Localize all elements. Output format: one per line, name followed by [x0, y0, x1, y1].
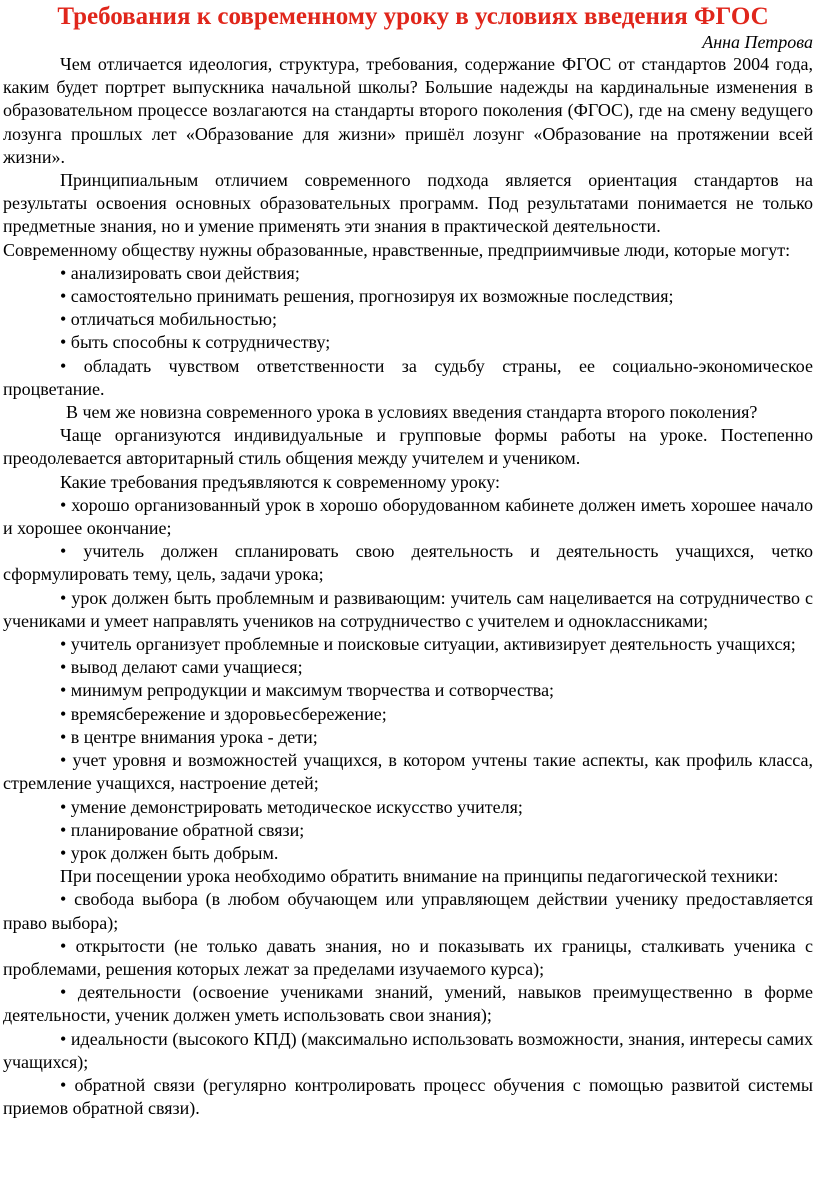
list-item: • урок должен быть проблемным и развивающим: учитель сам нацеливается на сотрудничество с учениками и умеет направлять учеников на сотрудничество с учителем и одноклассниками; [3, 587, 813, 631]
list-item: • планирование обратной связи; [60, 819, 305, 840]
list-item: • открытости (не только давать знания, но и показывать их границы, сталкивать ученика с проблемами, решения которых лежат за пределами изучаемого курса); [3, 935, 813, 979]
list-item: • свобода выбора (в любом обучающем или управляющем действии ученику предоставляется право выбора); [3, 889, 813, 933]
paragraph-novelty-question: В чем же новизна современного урока в условиях введения стандарта второго поколения? [66, 402, 758, 423]
paragraph-forms-of-work: Чаще организуются индивидуальные и групповые формы работы на уроке. Постепенно преодолевается авторитарный стиль общения между учителем и учеником. [3, 425, 813, 469]
list-item: • вывод делают сами учащиеся; [60, 657, 303, 678]
author-name: Анна Петрова [702, 32, 813, 52]
list-item: • отличаться мобильностью; [60, 309, 277, 330]
list-item: • деятельности (освоение учениками знаний, умений, навыков преимущественно в форме деятельности, ученик должен уметь использовать свои знания); [3, 982, 813, 1026]
list-item: • времясбережение и здоровьесбережение; [60, 703, 387, 724]
list-item: • самостоятельно принимать решения, прогнозируя их возможные последствия; [60, 286, 674, 307]
list-item: • учитель должен спланировать свою деятельность и деятельность учащихся, четко сформулировать тему, цель, задачи урока; [3, 541, 813, 585]
list-item: • анализировать свои действия; [60, 262, 300, 283]
paragraph-difference: Принципиальным отличием современного подхода является ориентация стандартов на результаты освоения основных образовательных программ. Под результатами понимается не только предметные знания, но и умение применять эти знания в практической деятельности. [3, 170, 813, 237]
document-title: Требования к современному уроку в условиях введения ФГОС [57, 3, 769, 30]
list-item: • быть способны к сотрудничеству; [60, 332, 331, 353]
list-item: • урок должен быть добрым. [60, 842, 279, 863]
paragraph-intro: Чем отличается идеология, структура, требования, содержание ФГОС от стандартов 2004 года, каким будет портрет выпускника начальной школы? Большие надежды на кардинальные изменения в образовательном процессе возлагаются на стандарты второго поколения (ФГОС), где на смену ведущего лозунга прошлых лет «Образование для жизни» пришёл лозунг «Образование на протяжении всей жизни». [3, 54, 813, 167]
paragraph-society: Современному обществу нужны образованные, нравственные, предприимчивые люди, которые могут: [3, 239, 791, 260]
list-item: • обратной связи (регулярно контролировать процесс обучения с помощью развитой системы приемов обратной связи). [3, 1074, 813, 1119]
list-item: • идеальности (высокого КПД) (максимально использовать возможности, знания, интересы самих учащихся); [3, 1028, 813, 1072]
paragraph-technique-heading: При посещении урока необходимо обратить внимание на принципы педагогической техники: [60, 866, 779, 887]
list-item: • умение демонстрировать методическое искусство учителя; [60, 796, 523, 817]
list-item: • хорошо организованный урок в хорошо оборудованном кабинете должен иметь хорошее начало и хорошее окончание; [3, 494, 813, 539]
list-item: • в центре внимания урока - дети; [60, 726, 318, 747]
document-page [0, 3, 816, 1195]
list-item: • учитель организует проблемные и поисковые ситуации, активизирует деятельность учащихся; [60, 634, 796, 655]
list-item: • обладать чувством ответственности за судьбу страны, ее социально-экономическое процветание. [3, 355, 813, 399]
list-item: • учет уровня и возможностей учащихся, в котором учтены такие аспекты, как профиль класса, стремление учащихся, настроение детей; [3, 750, 813, 794]
list-item: • минимум репродукции и максимум творчества и сотворчества; [60, 680, 555, 701]
paragraph-requirements-heading: Какие требования предъявляются к современному уроку: [60, 471, 501, 492]
